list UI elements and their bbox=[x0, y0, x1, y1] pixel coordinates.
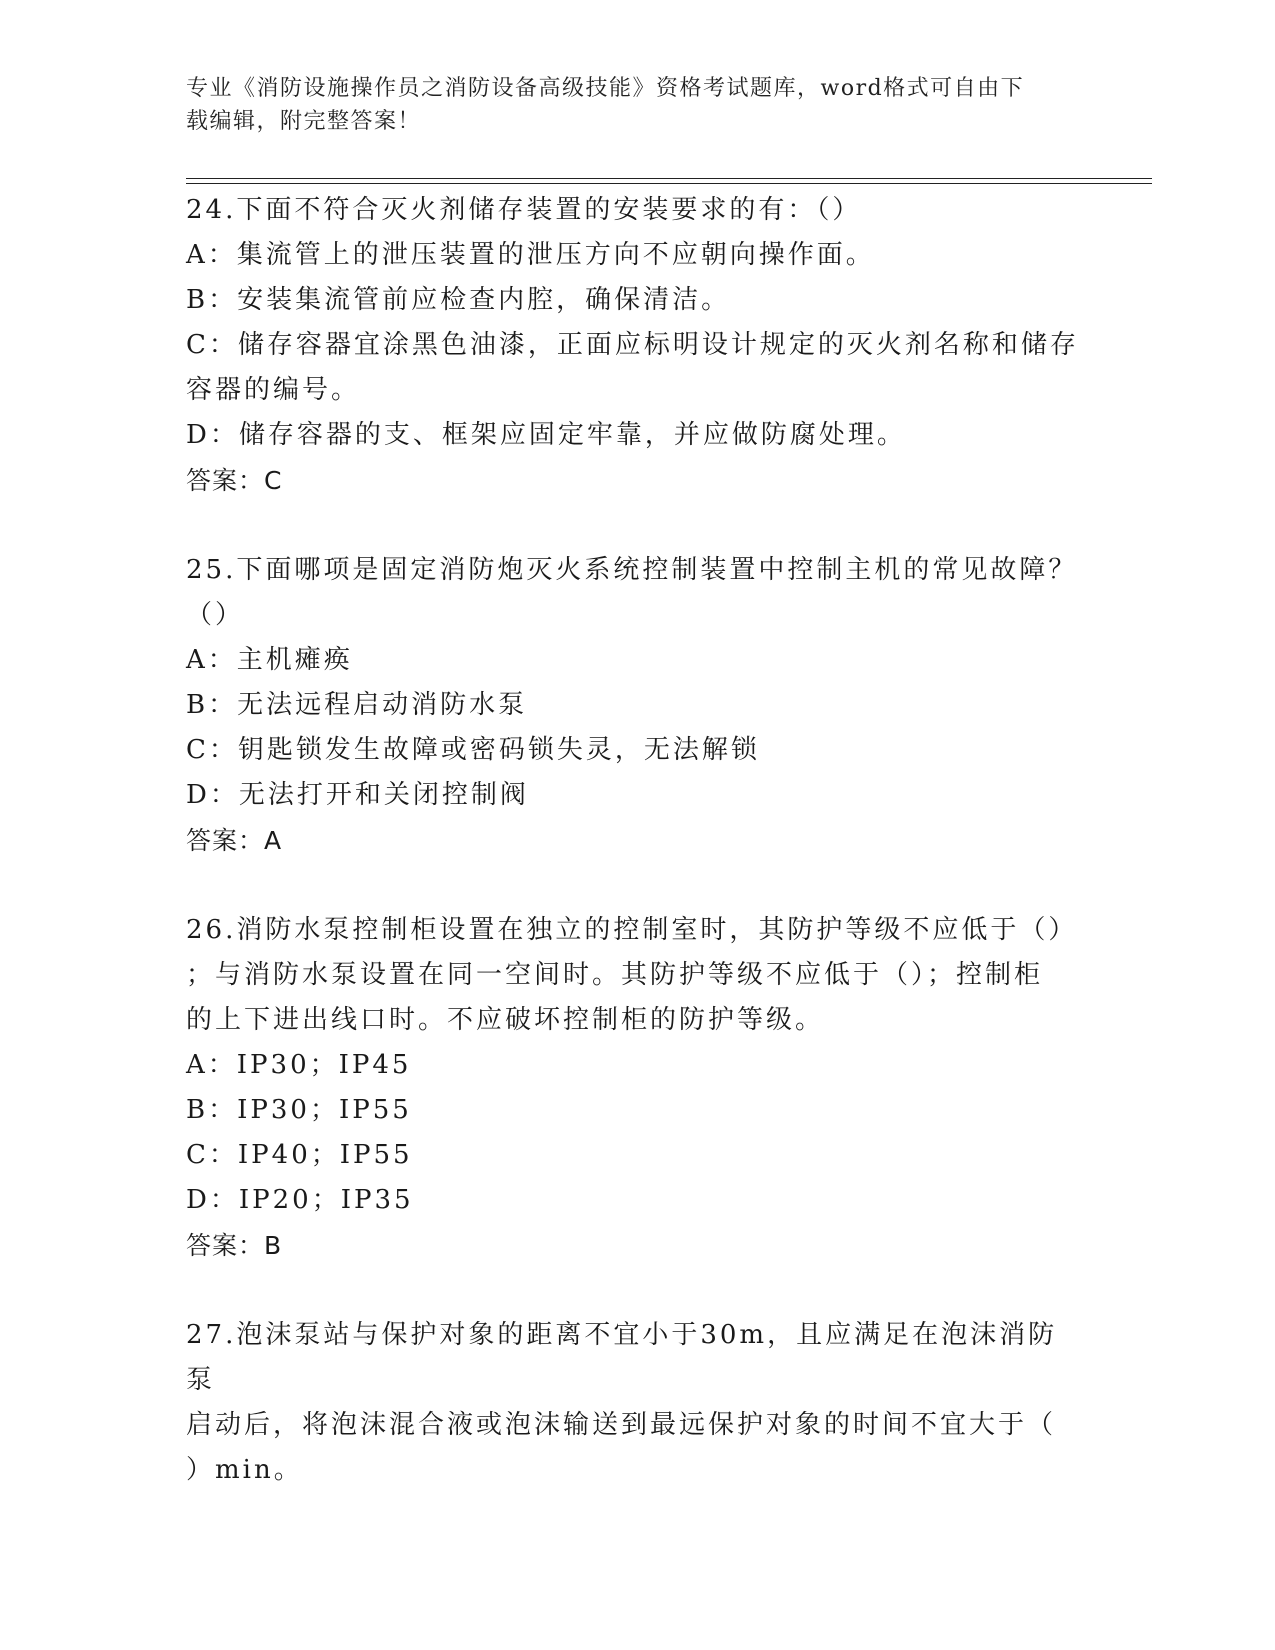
header-line-1: 专业《消防设施操作员之消防设备高级技能》资格考试题库，word格式可自由下 bbox=[186, 76, 1025, 101]
header-rule-bottom bbox=[186, 183, 1152, 184]
question-option: B：无法远程启动消防水泵 bbox=[186, 690, 528, 720]
question-answer: 答案：C bbox=[186, 466, 283, 495]
question-stem-line: （） bbox=[186, 600, 245, 630]
question-item bbox=[186, 1313, 1086, 1493]
question-list bbox=[186, 188, 1086, 1493]
question-option: D：IP20；IP35 bbox=[186, 1185, 414, 1215]
question-item bbox=[186, 188, 1086, 503]
question-stem-line: 24.下面不符合灭火剂储存装置的安装要求的有：（） bbox=[186, 195, 862, 225]
question-option: B：安装集流管前应检查内腔，确保清洁。 bbox=[186, 285, 731, 315]
question-option: D：无法打开和关闭控制阀 bbox=[186, 780, 529, 810]
question-option: C：钥匙锁发生故障或密码锁失灵，无法解锁 bbox=[186, 735, 760, 765]
question-stem-line: 27.泡沫泵站与保护对象的距离不宜小于30m，且应满足在泡沫消防泵 bbox=[186, 1320, 1058, 1395]
question-spacer bbox=[186, 863, 1086, 908]
question-item bbox=[186, 908, 1086, 1268]
question-stem-line: 26.消防水泵控制柜设置在独立的控制室时，其防护等级不应低于（） bbox=[186, 915, 1078, 945]
question-stem-line: 启动后，将泡沫混合液或泡沫输送到最远保护对象的时间不宜大于（ bbox=[186, 1410, 1057, 1440]
question-stem-line: 的上下进出线口时。不应破坏控制柜的防护等级。 bbox=[186, 1005, 825, 1035]
question-stem-line: 25.下面哪项是固定消防炮灭火系统控制装置中控制主机的常见故障？ bbox=[186, 555, 1078, 585]
question-answer: 答案：A bbox=[186, 826, 283, 855]
question-spacer bbox=[186, 1268, 1086, 1313]
question-stem-line: ）min。 bbox=[186, 1455, 303, 1485]
question-option: A：IP30；IP45 bbox=[186, 1050, 412, 1080]
header-rule-top bbox=[186, 178, 1152, 179]
question-item bbox=[186, 548, 1086, 863]
question-option: D：储存容器的支、框架应固定牢靠，并应做防腐处理。 bbox=[186, 420, 906, 450]
question-option: C：储存容器宜涂黑色油漆，正面应标明设计规定的灭火剂名称和储存 bbox=[186, 330, 1079, 360]
document-header bbox=[186, 72, 1066, 138]
question-option: 容器的编号。 bbox=[186, 375, 361, 405]
question-spacer bbox=[186, 503, 1086, 548]
question-stem-line: ；与消防水泵设置在同一空间时。其防护等级不应低于（）；控制柜 bbox=[186, 960, 1044, 990]
question-option: A：主机瘫痪 bbox=[186, 645, 353, 675]
question-option: A：集流管上的泄压装置的泄压方向不应朝向操作面。 bbox=[186, 240, 875, 270]
question-answer: 答案：B bbox=[186, 1231, 283, 1260]
question-option: B：IP30；IP55 bbox=[186, 1095, 412, 1125]
header-line-2: 载编辑，附完整答案！ bbox=[186, 109, 422, 134]
question-option: C：IP40；IP55 bbox=[186, 1140, 413, 1170]
